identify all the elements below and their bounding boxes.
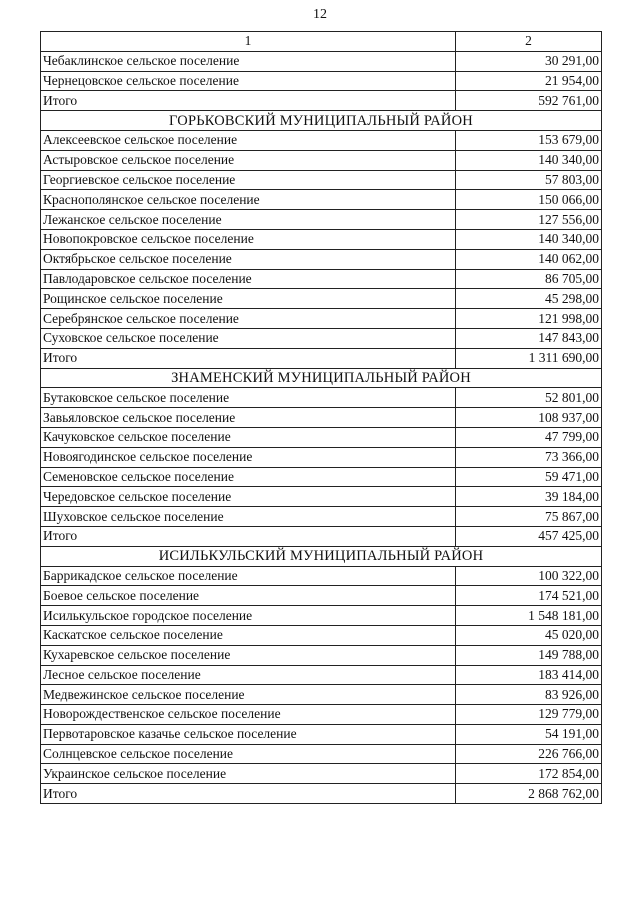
total-amount: 592 761,00 [456,91,602,111]
table-row [41,170,602,190]
settlement-name: Исилькульское городское поселение [41,606,456,626]
settlement-amount: 100 322,00 [456,566,602,586]
settlement-amount: 52 801,00 [456,388,602,408]
column-header-name: 1 [41,32,456,52]
settlement-name: Суховское сельское поселение [41,328,456,348]
settlement-amount: 21 954,00 [456,71,602,91]
table-body [41,51,602,803]
table-row [41,566,602,586]
table-row [41,190,602,210]
settlement-amount: 75 867,00 [456,507,602,527]
table-row [41,705,602,725]
table-row [41,210,602,230]
settlement-name: Завьяловское сельское поселение [41,408,456,428]
table-row [41,309,602,329]
total-label: Итого [41,348,456,368]
settlement-amount: 45 020,00 [456,625,602,645]
settlement-amount: 86 705,00 [456,269,602,289]
table-row [41,645,602,665]
table-row [41,150,602,170]
table-row [41,71,602,91]
table-row [41,744,602,764]
settlement-name: Медвежинское сельское поселение [41,685,456,705]
total-amount: 1 311 690,00 [456,348,602,368]
total-row [41,784,602,804]
settlement-amount: 54 191,00 [456,724,602,744]
settlement-name: Чернецовское сельское поселение [41,71,456,91]
settlement-amount: 1 548 181,00 [456,606,602,626]
settlement-amount: 30 291,00 [456,51,602,71]
settlement-name: Краснополянское сельское поселение [41,190,456,210]
total-row [41,91,602,111]
table-row [41,665,602,685]
settlement-amount: 174 521,00 [456,586,602,606]
settlement-name: Рощинское сельское поселение [41,289,456,309]
settlement-name: Солнцевское сельское поселение [41,744,456,764]
settlement-name: Чебаклинское сельское поселение [41,51,456,71]
district-header-row [41,546,602,566]
table-row [41,269,602,289]
settlement-amount: 39 184,00 [456,487,602,507]
settlement-amount: 153 679,00 [456,130,602,150]
settlement-amount: 83 926,00 [456,685,602,705]
table-row [41,427,602,447]
table-row [41,467,602,487]
page-number: 12 [313,7,327,22]
settlement-amount: 45 298,00 [456,289,602,309]
settlement-name: Новоягодинское сельское поселение [41,447,456,467]
settlement-name: Кухаревское сельское поселение [41,645,456,665]
table-row [41,586,602,606]
settlement-amount: 150 066,00 [456,190,602,210]
total-label: Итого [41,91,456,111]
table-header-row [41,32,602,52]
settlement-name: Семеновское сельское поселение [41,467,456,487]
table-row [41,625,602,645]
settlement-name: Шуховское сельское поселение [41,507,456,527]
total-amount: 457 425,00 [456,526,602,546]
settlement-name: Украинское сельское поселение [41,764,456,784]
settlement-amount: 140 340,00 [456,150,602,170]
table-row [41,229,602,249]
settlement-name: Серебрянское сельское поселение [41,309,456,329]
settlement-amount: 129 779,00 [456,705,602,725]
settlement-name: Первотаровское казачье сельское поселение [41,724,456,744]
table-row [41,289,602,309]
settlement-amount: 183 414,00 [456,665,602,685]
settlement-name: Астыровское сельское поселение [41,150,456,170]
settlement-name: Алексеевское сельское поселение [41,130,456,150]
settlement-name: Лежанское сельское поселение [41,210,456,230]
settlement-name: Каскатское сельское поселение [41,625,456,645]
district-name: ГОРЬКОВСКИЙ МУНИЦИПАЛЬНЫЙ РАЙОН [41,111,602,131]
district-name: ИСИЛЬКУЛЬСКИЙ МУНИЦИПАЛЬНЫЙ РАЙОН [41,546,602,566]
table-row [41,724,602,744]
settlement-amount: 140 062,00 [456,249,602,269]
total-label: Итого [41,784,456,804]
settlement-amount: 140 340,00 [456,229,602,249]
table-row [41,606,602,626]
settlement-name: Георгиевское сельское поселение [41,170,456,190]
table-row [41,130,602,150]
table-row [41,388,602,408]
settlement-name: Павлодаровское сельское поселение [41,269,456,289]
settlement-amount: 108 937,00 [456,408,602,428]
table-row [41,487,602,507]
settlement-name: Бутаковское сельское поселение [41,388,456,408]
settlement-name: Баррикадское сельское поселение [41,566,456,586]
settlement-amount: 59 471,00 [456,467,602,487]
district-name: ЗНАМЕНСКИЙ МУНИЦИПАЛЬНЫЙ РАЙОН [41,368,602,388]
table-row [41,249,602,269]
budget-allocation-table [40,31,602,804]
district-header-row [41,368,602,388]
settlement-name: Октябрьское сельское поселение [41,249,456,269]
settlement-amount: 147 843,00 [456,328,602,348]
column-header-amount: 2 [456,32,602,52]
total-row [41,348,602,368]
settlement-amount: 226 766,00 [456,744,602,764]
table-row [41,328,602,348]
settlement-amount: 47 799,00 [456,427,602,447]
settlement-name: Новопокровское сельское поселение [41,229,456,249]
district-header-row [41,111,602,131]
table-row [41,764,602,784]
table-row [41,507,602,527]
settlement-amount: 73 366,00 [456,447,602,467]
table-row [41,408,602,428]
settlement-amount: 172 854,00 [456,764,602,784]
total-label: Итого [41,526,456,546]
settlement-name: Новорождественское сельское поселение [41,705,456,725]
table-row [41,685,602,705]
settlement-amount: 127 556,00 [456,210,602,230]
total-row [41,526,602,546]
settlement-amount: 121 998,00 [456,309,602,329]
table-row [41,51,602,71]
table-row [41,447,602,467]
settlement-name: Боевое сельское поселение [41,586,456,606]
total-amount: 2 868 762,00 [456,784,602,804]
settlement-name: Лесное сельское поселение [41,665,456,685]
settlement-name: Качуковское сельское поселение [41,427,456,447]
settlement-name: Чередовское сельское поселение [41,487,456,507]
settlement-amount: 149 788,00 [456,645,602,665]
settlement-amount: 57 803,00 [456,170,602,190]
